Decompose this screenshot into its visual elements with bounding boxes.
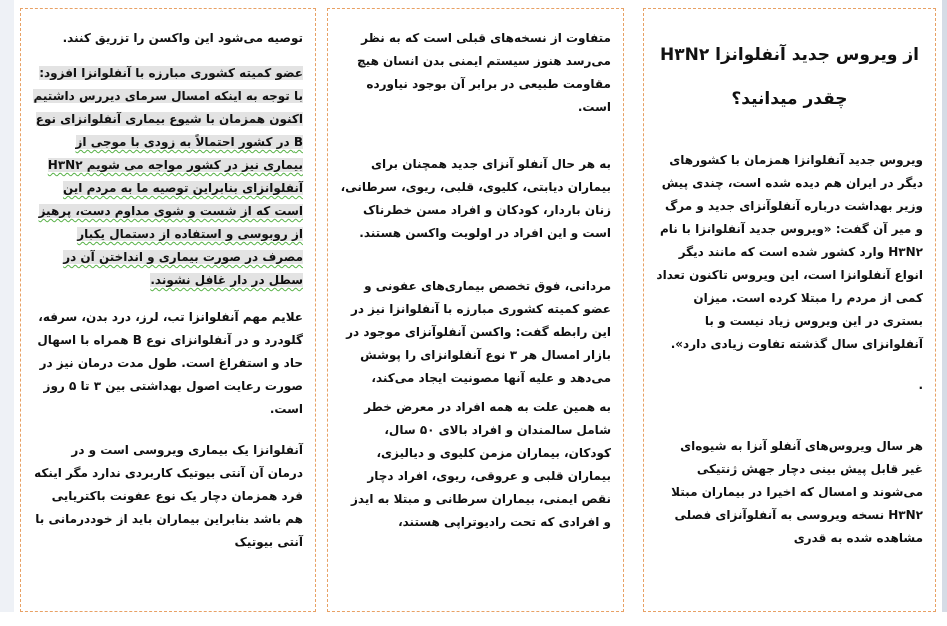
- paragraph[interactable]: مردانی، فوق تخصص بیماری‌های عفونی و عضو کمیته کشوری مبارزه با آنفلوانزا نیز در این رابطه گفت: واکسن آنفلوآنزای موجود در بازار امسال هر ۳ نوع آنفلوانزای را پوشش می‌دهد و علیه آنها مصونیت ایجاد می‌کند،: [346, 279, 611, 385]
- paragraph[interactable]: ویروس جدید آنفلوانزا همزمان با کشورهای دیگر در ایران هم دیده شده است، چندی پیش وزیر بهداشت درباره آنفلوآنزای جدید و مرگ و میر آن گفت: «ویروس جدید آنفلوانزا با نام H۳N۲ وارد کشور شده است که مانند دیگر انواع آنفلوانزا است، این ویروس تاکنون تعداد کمی از مردم را مبتلا کرده است. میزان بستری در این ویروس زیاد نیست و با آنفلوانزای سال گذشته تفاوت زیادی دارد».: [656, 153, 923, 351]
- text-column-right: [643, 8, 936, 612]
- left-gutter: [0, 0, 14, 626]
- right-scrollbar-edge[interactable]: [942, 0, 947, 626]
- paragraph[interactable]: .: [918, 378, 923, 392]
- paragraph[interactable]: به هر حال آنفلو آنزای جدید همچنان برای بیماران دیابتی، کلیوی، قلبی، ریوی، سرطانی، زنان باردار، کودکان و افراد مسن خطرناک است و این افراد در اولویت واکسن هستند.: [340, 157, 611, 240]
- text-column-middle: [327, 8, 624, 612]
- paragraph[interactable]: به همین علت به همه افراد در معرض خطر شامل سالمندان و افراد بالای ۵۰ سال، کودکان، بیماران مزمن کلیوی و دیالیزی، بیماران قلبی و عروقی، ریوی، افراد دچار نقص ایمنی، بیماران سرطانی و مبتلا به ایدز و افرادی که تحت رادیوتراپی هستند،: [351, 400, 611, 529]
- highlighted-text: عضو کمیته کشوری مبارزه با آنفلوانزا افزود: با توجه به اینکه امسال سرمای دیررس داشتیم اکنون همزمان با شیوع بیماری آنفلوانزای نوع: [33, 66, 303, 126]
- highlighted-text-grammar-marked: B در کشور احتمالاً به زودی با موجی از بیماری نیز در کشور مواجه می شویم H۳N۲ آنفلوانزای بنابراین توصیه ما به مردم این است که از شست و شوی مداوم دست، پرهیز از روبوسی و استفاده از دستمال یکبار مصرف در صورت بیماری و انداختن آن در سطل در دار غافل نشوند.: [38, 135, 303, 287]
- text-column-left: [20, 8, 316, 612]
- paragraph[interactable]: توصیه می‌شود این واکسن را تزریق کنند.: [62, 31, 303, 45]
- article-title[interactable]: از ویروس جدید آنفلوانزا H۳N۲ چقدر میدانید؟: [660, 45, 919, 109]
- paragraph[interactable]: آنفلوانزا یک بیماری ویروسی است و در درمان آن آنتی بیوتیک کاربردی ندارد مگر اینکه فرد همزمان دچار یک نوع عفونت باکتریایی هم باشد بنابراین بیماران باید از خوددرمانی با آنتی بیوتیک: [34, 443, 303, 549]
- paragraph-highlighted[interactable]: [33, 62, 303, 292]
- paragraph[interactable]: متفاوت از نسخه‌های قبلی است که به نظر می‌رسد هنوز سیستم ایمنی بدن انسان هیچ مقاومت طبیعی در برابر آن بوجود نیاورده است.: [357, 31, 611, 114]
- paragraph[interactable]: هر سال ویروس‌های آنفلو آنزا به شیوه‌ای غیر قابل پیش بینی دچار جهش ژنتیکی می‌شوند و امسال که اخیرا در بیماران مبتلا H۳N۲ نسخه ویروسی به آنفلوآنزای فصلی مشاهده شده به قدری: [671, 439, 923, 545]
- paragraph[interactable]: علایم مهم آنفلوانزا تب، لرز، درد بدن، سرفه، گلودرد و در آنفلوانزای نوع B همراه با اسهال حاد و استفراغ است. طول مدت درمان نیز در صورت رعایت اصول بهداشتی بین ۳ تا ۵ روز است.: [37, 310, 303, 416]
- page-bottom-edge: [0, 612, 947, 626]
